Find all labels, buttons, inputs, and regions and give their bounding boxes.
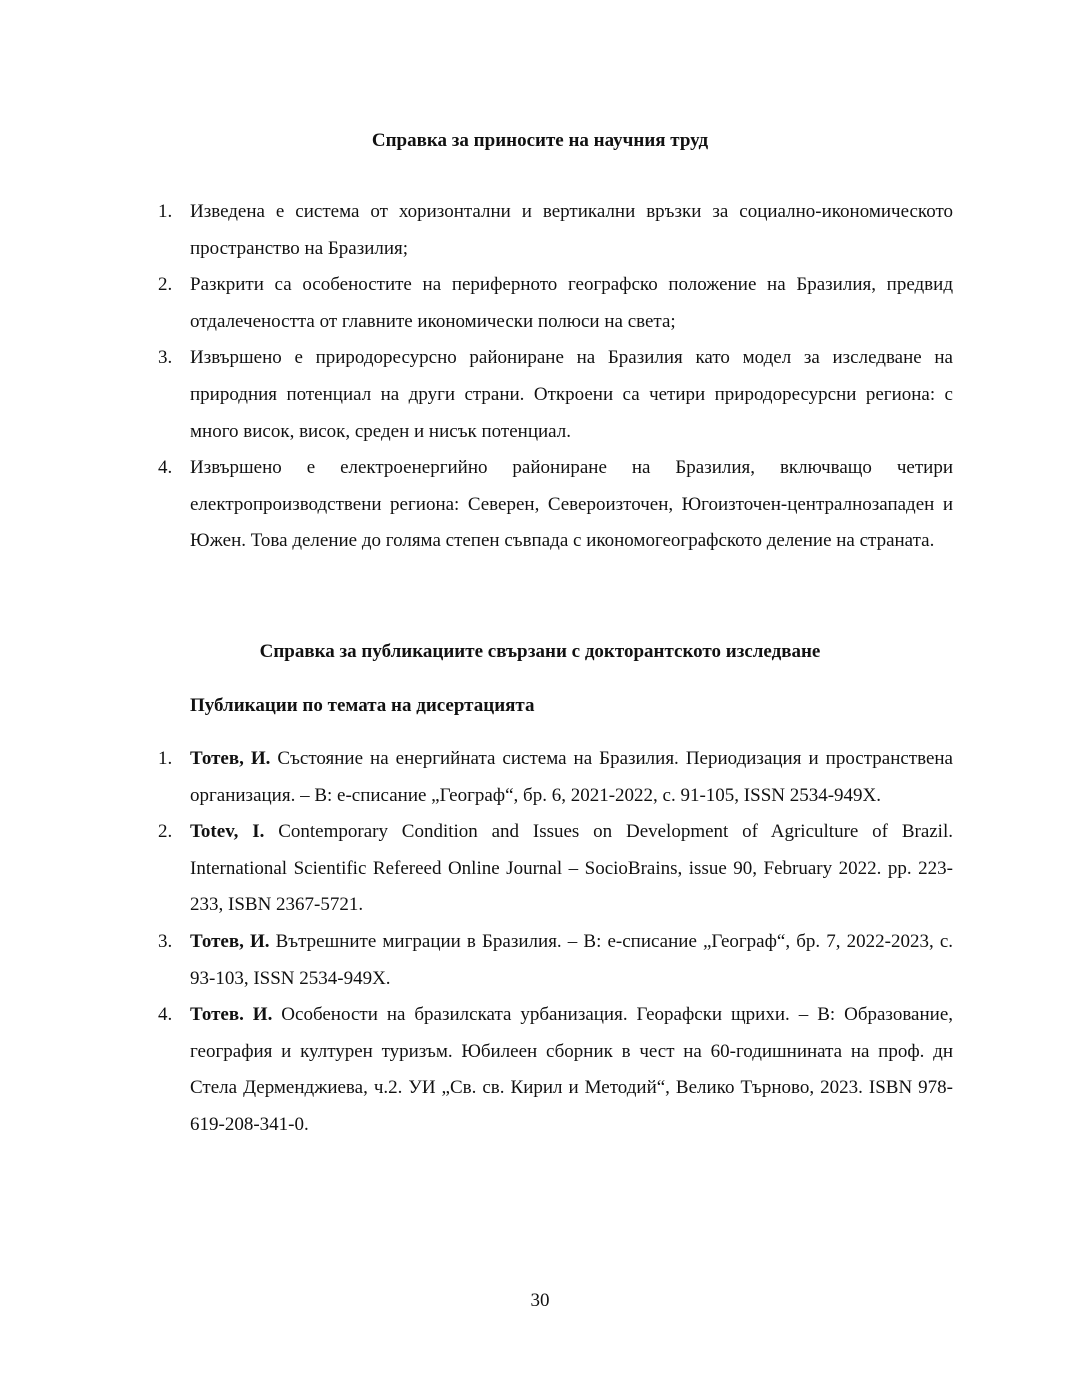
publication-text: Състояние на енергийната система на Бразилия. Периодизация и пространствена организация. – В: е-списание „Географ“, бр. 6, 2021-2022, с. 91-105, ISSN 2534-949Х. xyxy=(190,748,953,806)
list-item xyxy=(0,267,953,340)
list-item xyxy=(0,997,953,1143)
item-number: 3. xyxy=(158,930,173,952)
publication-text: Contemporary Condition and Issues on Development of Agriculture of Brazil. International Scientific Refereed Online Journal – SocioBrains, issue 90, February 2022. pp. 223-233, ISBN 2367-5721. xyxy=(190,821,953,916)
publication-author: Тотев, И. xyxy=(190,748,271,769)
publication-author: Тотев, И. xyxy=(190,930,270,952)
publication-text: Вътрешните миграции в Бразилия. – В: е-списание „Географ“, бр. 7, 2022-2023, с. 93-103, ISSN 2534-949Х. xyxy=(190,930,953,989)
list-item xyxy=(0,450,953,560)
contributions-title: Справка за приносите на научния труд xyxy=(371,130,709,151)
publication-text: Особености на бразилската урбанизация. Георафски щрихи. – В: Образование, география и културен туризъм. Юбилеен сборник в чест на 60-годишнината на проф. дн Стела Дерменджиева, ч.2. УИ „Св. св. Кирил и Методий“, Велико Търново, 2023. ISBN 978-619-208-341-0. xyxy=(190,1004,953,1135)
item-number: 4. xyxy=(158,1004,173,1026)
list-item xyxy=(0,924,953,997)
item-number: 2. xyxy=(158,821,173,843)
publication-author: Totev, I. xyxy=(190,821,265,843)
item-text: Разкрити са особеностите на периферното географско положение на Бразилия, предвид отдалечеността от главните икономически полюси на света; xyxy=(190,274,953,332)
list-item xyxy=(0,814,953,924)
item-number: 4. xyxy=(158,457,173,479)
publications-title: Справка за публикациите свързани с докторантското изследване xyxy=(259,641,821,662)
item-text: Изведена е система от хоризонтални и вертикални връзки за социално-икономическото пространство на Бразилия; xyxy=(190,201,953,259)
list-item xyxy=(0,741,953,814)
list-item xyxy=(0,340,953,450)
publication-author: Тотев. И. xyxy=(190,1004,273,1026)
list-item xyxy=(0,194,953,267)
page-number: 30 xyxy=(530,1290,550,1311)
item-text: Извършено е електроенергийно райониране на Бразилия, включващо четири електропроизводствени региона: Северен, Североизточен, Югоизточен-централнозападен и Южен. Това деление до голяма степен съвпада с икономогеографското деление на страната. xyxy=(190,457,953,552)
item-number: 1. xyxy=(158,748,173,769)
item-number: 1. xyxy=(158,201,173,222)
publications-subtitle: Публикации по темата на дисертацията xyxy=(190,695,535,716)
item-number: 3. xyxy=(158,347,173,369)
contributions-list xyxy=(0,194,1080,560)
item-text: Извършено е природоресурсно райониране на Бразилия като модел за изследване на природния потенциал на други страни. Откроени са четири природоресурсни региона: с много висок, висок, среден и нисък потенциал. xyxy=(190,347,953,442)
item-number: 2. xyxy=(158,274,173,296)
publications-list xyxy=(0,741,1080,1144)
